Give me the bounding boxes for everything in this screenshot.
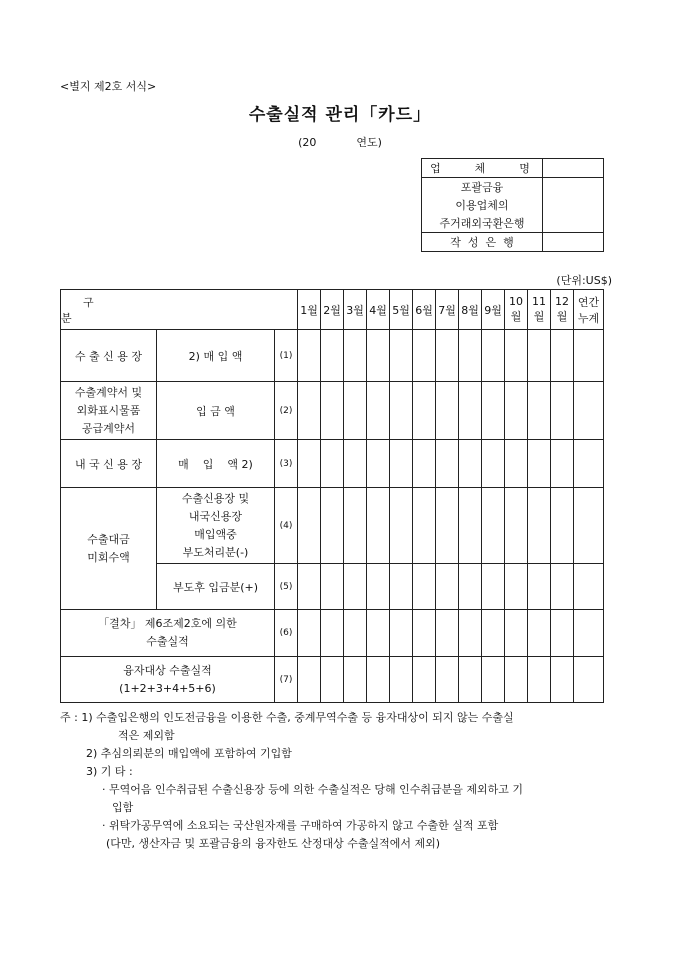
header-month-6: 6월 (413, 290, 436, 330)
bank-label-line2: 이용업체의 (422, 196, 543, 214)
value-cell[interactable] (344, 382, 367, 440)
value-cell[interactable] (459, 382, 482, 440)
info-table (421, 158, 604, 252)
header-month-10 (505, 290, 528, 330)
value-cell[interactable] (390, 488, 413, 564)
value-cell[interactable] (390, 564, 413, 610)
value-cell[interactable] (321, 564, 344, 610)
value-cell[interactable] (459, 330, 482, 382)
value-cell[interactable] (367, 488, 390, 564)
value-cell[interactable] (321, 610, 344, 657)
row2-item: 입 금 액 (157, 382, 275, 440)
value-cell[interactable] (482, 657, 505, 703)
value-cell[interactable] (505, 610, 528, 657)
row6-num: (6) (275, 610, 298, 657)
header-month-9: 9월 (482, 290, 505, 330)
value-cell[interactable] (574, 330, 604, 382)
value-cell[interactable] (390, 657, 413, 703)
note-1-prefix: 주 : 1) (60, 711, 93, 724)
row2-category (61, 382, 157, 440)
table-row (61, 488, 604, 564)
month10-unit: 월 (510, 310, 522, 323)
value-cell[interactable] (436, 440, 459, 488)
value-cell[interactable] (482, 330, 505, 382)
value-cell[interactable] (459, 488, 482, 564)
export-performance-table (60, 289, 604, 703)
value-cell[interactable] (344, 564, 367, 610)
value-cell[interactable] (344, 657, 367, 703)
value-cell[interactable] (551, 330, 574, 382)
bank-label-line1: 포괄금융 (422, 178, 543, 197)
value-cell[interactable] (551, 382, 574, 440)
value-cell[interactable] (528, 564, 551, 610)
row4-item (157, 488, 275, 564)
value-cell[interactable] (551, 440, 574, 488)
month11-unit: 월 (533, 310, 545, 323)
value-cell[interactable] (505, 330, 528, 382)
value-cell[interactable] (528, 330, 551, 382)
value-cell[interactable] (344, 610, 367, 657)
document-title: 수출실적 관리「카드」 (248, 105, 432, 125)
value-cell[interactable] (321, 488, 344, 564)
value-cell[interactable] (344, 330, 367, 382)
value-cell[interactable] (574, 564, 604, 610)
row3-item: 매 입 액 2) (157, 440, 275, 488)
value-cell[interactable] (436, 488, 459, 564)
value-cell[interactable] (574, 440, 604, 488)
value-cell[interactable] (436, 382, 459, 440)
row2-cat-line2: 외화표시물품 (76, 403, 141, 417)
row6-line1: 「결차」 제6조제2호에 의한 (98, 617, 237, 630)
value-cell[interactable] (505, 440, 528, 488)
value-cell[interactable] (413, 330, 436, 382)
value-cell[interactable] (505, 564, 528, 610)
header-category (61, 290, 298, 330)
value-cell[interactable] (390, 330, 413, 382)
value-cell[interactable] (574, 488, 604, 564)
notes-section (60, 709, 523, 853)
value-cell[interactable] (551, 657, 574, 703)
note-3a-line1: · 무역어음 인수취급된 수출신용장 등에 의한 수출실적은 당해 인수취급분을 제외하고 기 (102, 783, 523, 796)
row6-category (61, 610, 275, 657)
value-cell[interactable] (321, 657, 344, 703)
note-2: 2) 추심의뢰분의 매입액에 포함하여 기입함 (86, 747, 292, 760)
header-annual (574, 290, 604, 330)
note-1-line1 (60, 709, 523, 727)
row4-category (61, 488, 157, 610)
month11-num: 11 (532, 295, 547, 308)
value-cell[interactable] (482, 382, 505, 440)
header-month-5: 5월 (390, 290, 413, 330)
value-cell[interactable] (551, 488, 574, 564)
row2-cat-line1: 수출계약서 및 (74, 385, 143, 399)
value-cell[interactable] (344, 440, 367, 488)
row4-cat-line2: 미회수액 (87, 550, 130, 564)
row4-item-line3: 매입액중 (194, 527, 237, 541)
row4-item-line2: 내국신용장 (188, 509, 243, 523)
row7-category (61, 657, 275, 703)
row4-cat-line1: 수출대금 (87, 532, 130, 546)
value-cell[interactable] (321, 440, 344, 488)
row6-line2: 수출실적 (146, 635, 189, 648)
value-cell[interactable] (436, 330, 459, 382)
header-month-12 (551, 290, 574, 330)
value-cell[interactable] (459, 564, 482, 610)
value-cell[interactable] (367, 440, 390, 488)
annual-line2: 누계 (577, 311, 600, 325)
row5-num: (5) (275, 564, 298, 610)
value-cell[interactable] (298, 488, 321, 564)
month10-num: 10 (509, 295, 524, 308)
row2-num: (2) (275, 382, 298, 440)
value-cell[interactable] (528, 610, 551, 657)
header-gu: 구 (83, 295, 94, 309)
value-cell[interactable] (528, 657, 551, 703)
month12-unit: 월 (556, 310, 568, 323)
value-cell[interactable] (413, 657, 436, 703)
value-cell[interactable] (298, 657, 321, 703)
value-cell[interactable] (413, 564, 436, 610)
value-cell[interactable] (482, 610, 505, 657)
value-cell[interactable] (298, 330, 321, 382)
table-row (61, 382, 604, 440)
company-name-value[interactable] (543, 159, 604, 178)
row1-num: (1) (275, 330, 298, 382)
value-cell[interactable] (390, 610, 413, 657)
value-cell[interactable] (505, 488, 528, 564)
value-cell[interactable] (505, 382, 528, 440)
value-cell[interactable] (574, 610, 604, 657)
value-cell[interactable] (413, 440, 436, 488)
month12-num: 12 (555, 295, 570, 308)
value-cell[interactable] (436, 657, 459, 703)
value-cell[interactable] (574, 657, 604, 703)
row3-category: 내 국 신 용 장 (61, 440, 157, 488)
company-name-label: 업 체 명 (422, 159, 543, 178)
value-cell[interactable] (551, 564, 574, 610)
row4-num: (4) (275, 488, 298, 564)
value-cell[interactable] (390, 440, 413, 488)
note-1-text: 수출입은행의 인도전금융을 이용한 수출, 중계무역수출 등 융자대상이 되지 않는 수출실 (96, 711, 514, 724)
value-cell[interactable] (459, 610, 482, 657)
value-cell[interactable] (298, 382, 321, 440)
row5-item: 부도후 입금분(+) (157, 564, 275, 610)
prepared-by-value[interactable] (543, 233, 604, 252)
table-row (61, 610, 604, 657)
value-cell[interactable] (482, 440, 505, 488)
value-cell[interactable] (367, 564, 390, 610)
value-cell[interactable] (367, 657, 390, 703)
note-1-line2: 적은 제외함 (118, 729, 175, 742)
header-bun: 분 (61, 311, 72, 325)
unit-label: (단위:US$) (556, 274, 612, 287)
value-cell[interactable] (321, 330, 344, 382)
value-cell[interactable] (436, 564, 459, 610)
value-cell[interactable] (482, 488, 505, 564)
row3-num: (3) (275, 440, 298, 488)
row1-item: 2) 매 입 액 (157, 330, 275, 382)
value-cell[interactable] (390, 382, 413, 440)
table-row (61, 657, 604, 703)
annual-line1: 연간 (577, 295, 600, 309)
note-3: 3) 기 타 : (86, 765, 133, 778)
header-row (61, 290, 604, 330)
value-cell[interactable] (574, 382, 604, 440)
year-prefix: (20 (298, 136, 317, 149)
header-month-2: 2월 (321, 290, 344, 330)
value-cell[interactable] (482, 564, 505, 610)
header-month-8: 8월 (459, 290, 482, 330)
year-suffix: 연도) (356, 136, 382, 149)
header-month-1: 1월 (298, 290, 321, 330)
value-cell[interactable] (528, 382, 551, 440)
note-3c: (다만, 생산자금 및 포괄금융의 융자한도 산정대상 수출실적에서 제외) (106, 837, 441, 850)
row4-item-line4: 부도처리분(-) (182, 545, 249, 559)
value-cell[interactable] (298, 564, 321, 610)
row4-item-line1: 수출신용장 및 (181, 491, 250, 505)
value-cell[interactable] (298, 610, 321, 657)
value-cell[interactable] (436, 610, 459, 657)
value-cell[interactable] (367, 610, 390, 657)
bank-value[interactable] (543, 178, 604, 233)
table-row (61, 440, 604, 488)
header-month-11 (528, 290, 551, 330)
value-cell[interactable] (413, 488, 436, 564)
value-cell[interactable] (413, 610, 436, 657)
value-cell[interactable] (367, 330, 390, 382)
row1-category: 수 출 신 용 장 (61, 330, 157, 382)
value-cell[interactable] (528, 440, 551, 488)
header-month-7: 7월 (436, 290, 459, 330)
value-cell[interactable] (505, 657, 528, 703)
row2-cat-line3: 공급계약서 (81, 421, 136, 435)
row7-num: (7) (275, 657, 298, 703)
value-cell[interactable] (551, 610, 574, 657)
value-cell[interactable] (298, 440, 321, 488)
value-cell[interactable] (413, 382, 436, 440)
row7-line1: 융자대상 수출실적 (123, 663, 212, 677)
note-3a-line2: 입함 (112, 801, 134, 814)
row7-line2: (1+2+3+4+5+6) (119, 681, 216, 695)
prepared-by-label: 작 성 은 행 (422, 233, 543, 252)
value-cell[interactable] (459, 657, 482, 703)
year-line (0, 134, 680, 150)
value-cell[interactable] (528, 488, 551, 564)
value-cell[interactable] (367, 382, 390, 440)
value-cell[interactable] (321, 382, 344, 440)
table-row (61, 330, 604, 382)
header-month-4: 4월 (367, 290, 390, 330)
form-label: <별지 제2호 서식> (60, 80, 157, 93)
value-cell[interactable] (459, 440, 482, 488)
value-cell[interactable] (344, 488, 367, 564)
bank-label-line3: 주거래외국환은행 (422, 214, 543, 233)
note-3b: · 위탁가공무역에 소요되는 국산원자재를 구매하여 가공하지 않고 수출한 실적 포함 (102, 819, 499, 832)
header-month-3: 3월 (344, 290, 367, 330)
